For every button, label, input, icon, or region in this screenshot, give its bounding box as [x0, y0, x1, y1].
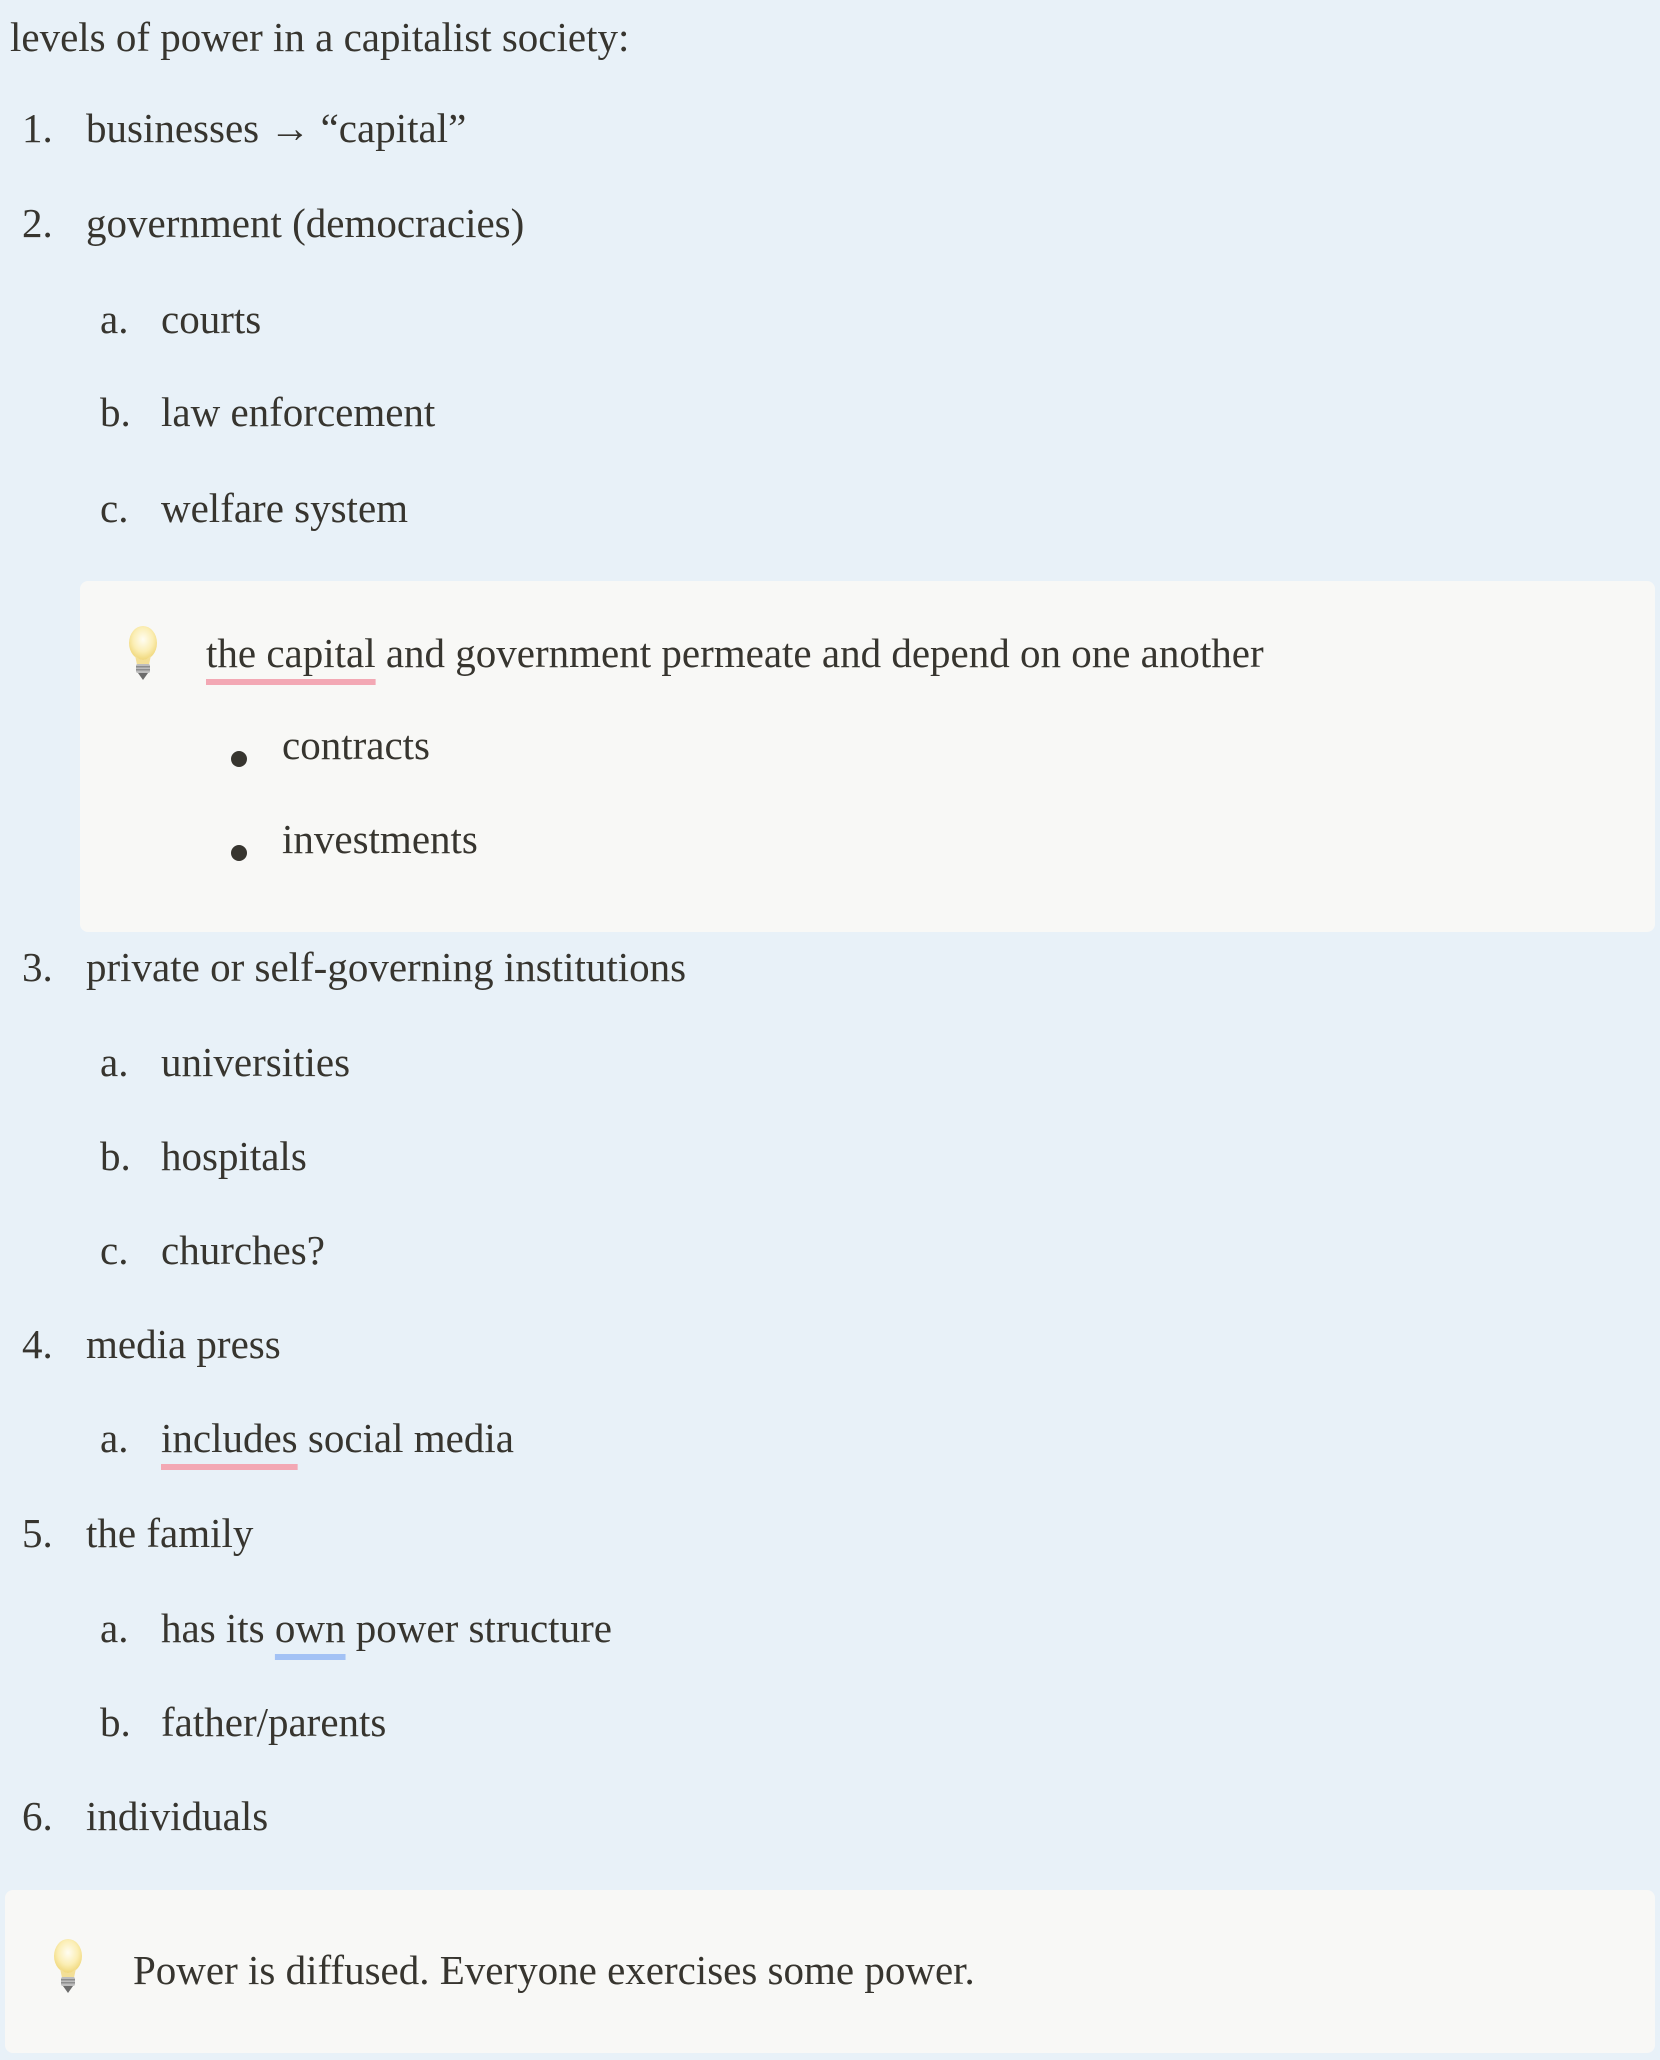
- lightbulb-icon: [51, 1938, 85, 1994]
- sublist-marker: b.: [100, 389, 131, 435]
- sublist-marker: a.: [100, 1415, 129, 1461]
- sublist-marker: a.: [100, 1605, 129, 1651]
- callout-text-rest: and government permeate and depend on one another: [375, 630, 1264, 676]
- highlighted-word: own: [274, 1605, 346, 1651]
- list-item-text: businesses: [86, 105, 260, 151]
- sublist-item[interactable]: [161, 1413, 514, 1463]
- sublist-marker: c.: [100, 1227, 129, 1273]
- list-item[interactable]: the family: [86, 1510, 254, 1556]
- bullet-icon: [231, 845, 247, 861]
- highlighted-word: includes: [161, 1415, 298, 1461]
- list-marker: 2.: [22, 200, 53, 246]
- callout-block[interactable]: [5, 1890, 1655, 2053]
- list-item[interactable]: government (democracies): [86, 200, 525, 246]
- sublist-item-text: power structure: [345, 1605, 612, 1651]
- sublist-item[interactable]: courts: [161, 296, 262, 342]
- sublist-marker: c.: [100, 485, 129, 531]
- list-marker: 6.: [22, 1793, 53, 1839]
- sublist-marker: b.: [100, 1133, 131, 1179]
- highlighted-phrase: the capital: [206, 630, 376, 676]
- sublist-item[interactable]: hospitals: [161, 1133, 307, 1179]
- list-marker: 5.: [22, 1510, 53, 1556]
- sublist-marker: a.: [100, 1039, 129, 1085]
- list-item[interactable]: media press: [86, 1321, 281, 1367]
- sublist-item[interactable]: [161, 1603, 612, 1653]
- list-item[interactable]: individuals: [86, 1793, 269, 1839]
- sublist-item-text: social media: [297, 1415, 514, 1461]
- sublist-item[interactable]: law enforcement: [161, 389, 436, 435]
- sublist-marker: b.: [100, 1699, 131, 1745]
- sublist-item-text: has its: [161, 1605, 275, 1651]
- list-marker: 4.: [22, 1321, 53, 1367]
- callout-text: [206, 628, 1264, 678]
- callout-block[interactable]: [80, 581, 1655, 932]
- sublist-item[interactable]: churches?: [161, 1227, 325, 1273]
- list-marker: 1.: [22, 105, 53, 151]
- bullet-icon: [231, 751, 247, 767]
- sublist-item[interactable]: father/parents: [161, 1699, 387, 1745]
- page-heading: levels of power in a capitalist society:: [10, 14, 630, 60]
- sublist-item[interactable]: universities: [161, 1039, 351, 1085]
- list-item-text: “capital”: [320, 105, 467, 151]
- lightbulb-icon: [126, 625, 160, 681]
- sublist-item[interactable]: welfare system: [161, 485, 409, 531]
- bullet-item[interactable]: contracts: [282, 722, 430, 768]
- list-marker: 3.: [22, 944, 53, 990]
- arrow-icon: →: [269, 105, 311, 151]
- bullet-item[interactable]: investments: [282, 816, 478, 862]
- list-item[interactable]: private or self-governing institutions: [86, 944, 687, 990]
- callout-text: Power is diffused. Everyone exercises some power.: [133, 1947, 975, 1993]
- sublist-marker: a.: [100, 296, 129, 342]
- list-item[interactable]: [86, 103, 466, 153]
